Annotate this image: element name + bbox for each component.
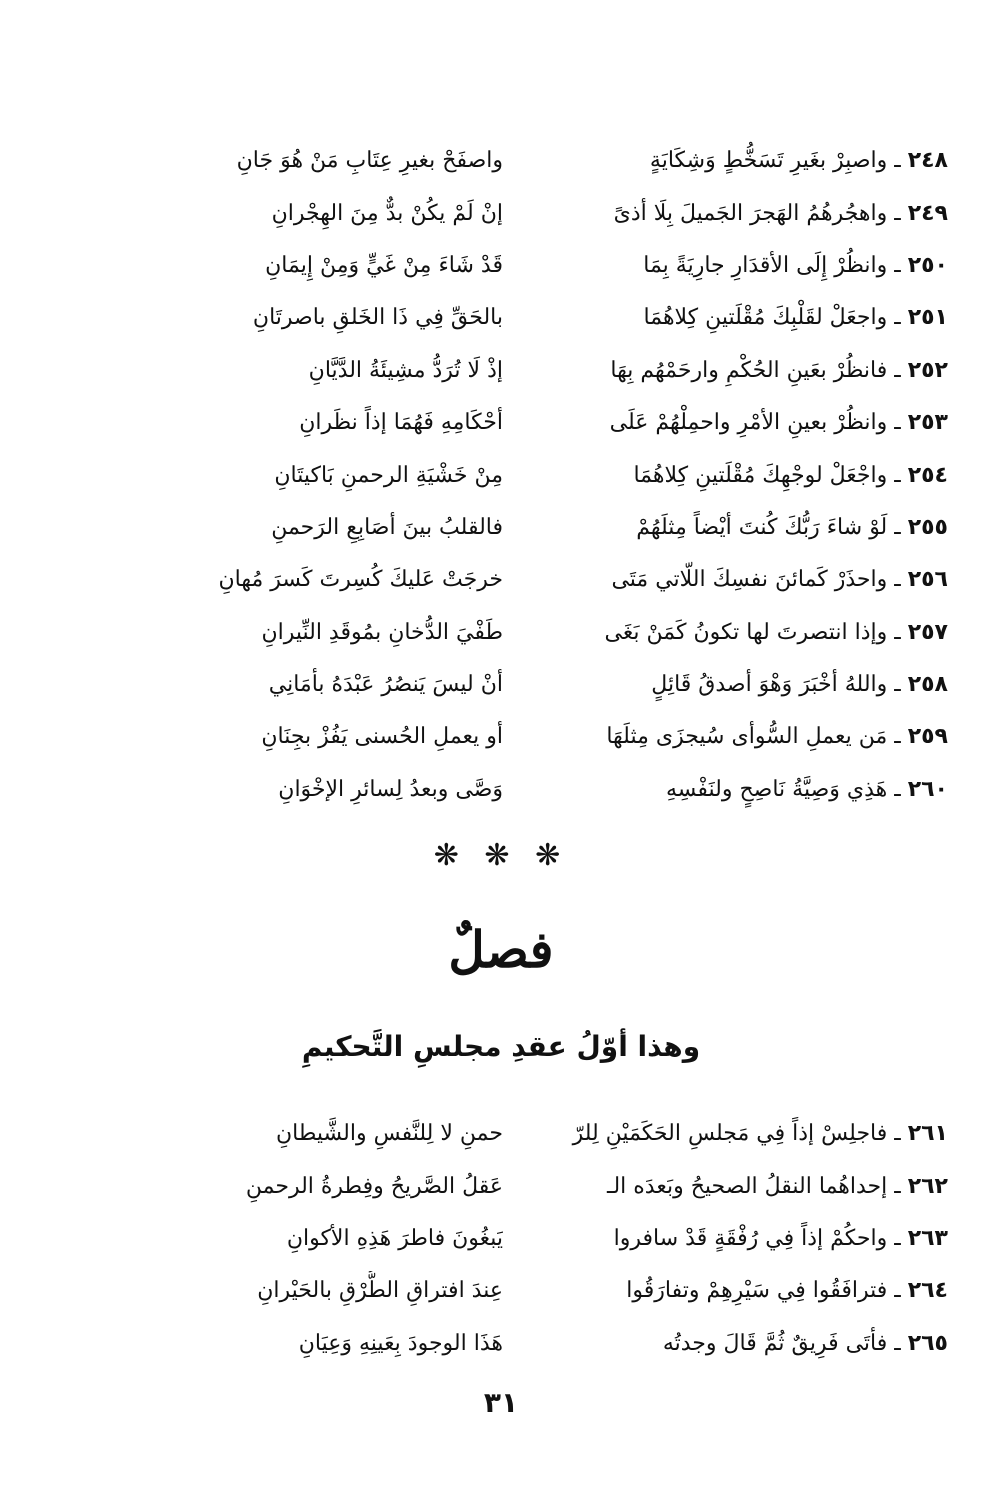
verse-first-text: لَوْ شاءَ رَبُّكَ كُنتَ أيْضاً مِثلَهُمْ <box>636 514 888 540</box>
verse-first-text: فأتَى فَرِيقٌ ثُمَّ قَالَ وجدتُه <box>662 1330 888 1356</box>
verse-number-dash: ـ <box>887 252 908 278</box>
verse-second-hemistich: بالحَقِّ فِي ذَا الخَلقِ باصرتَانِ <box>252 305 503 331</box>
verse-first-text: وإذا انتصرتَ لها تكونُ كَمَنْ بَغَى <box>604 619 888 645</box>
verse-second-hemistich: طَفْيَ الدُّخانِ بمُوقَدِ النِّيرانِ <box>261 619 503 645</box>
section-separator: ❋ ❋ ❋ <box>433 838 569 873</box>
verse-second-hemistich: عِندَ افتراقِ الطُّرْقِ بالحَيْرانِ <box>257 1278 503 1304</box>
verse-first-hemistich <box>523 613 948 653</box>
verse-number-dash: ـ <box>887 514 908 540</box>
verse-second-hemistich: مِنْ خَشْيَةِ الرحمنِ بَاكيتَانِ <box>274 462 503 488</box>
verse-first-hemistich <box>523 770 948 810</box>
verse-first-text: وانظُرْ بعينِ الأمْرِ واحمِلْهُمْ عَلَى <box>609 410 888 436</box>
verse-first-hemistich <box>523 1167 948 1207</box>
verse-row <box>78 1318 948 1370</box>
verse-row <box>78 240 948 292</box>
verse-row <box>78 607 948 659</box>
verse-second-hemistich: أنْ ليسَ يَنصُرُ عَبْدَهُ بأمَانِي <box>268 672 503 698</box>
verse-number-dash: ـ <box>887 357 908 383</box>
verse-second-hemistich: حمنِ لا لِلنَّفسِ والشَّيطانِ <box>275 1121 503 1147</box>
verse-first-text: واجعَلْ لقَلْبِكَ مُقْلَتينِ كِلاهُمَا <box>643 305 888 331</box>
page-number: ٣١ <box>483 1386 519 1419</box>
verse-row <box>78 711 948 763</box>
verse-second-hemistich: يَبغُونَ فاطرَ هَذِهِ الأكوانِ <box>286 1225 503 1251</box>
verse-number: ٢٥٦ <box>907 567 948 593</box>
verse-number: ٢٦٠ <box>907 776 948 802</box>
verse-second-hemistich: هَذَا الوجودَ بِعَينِهِ وَعِيَانِ <box>298 1330 503 1356</box>
verse-row <box>78 1213 948 1265</box>
verse-first-hemistich <box>523 665 948 705</box>
verse-second-hemistich: إنْ لَمْ يكُنْ بدٌّ مِنَ الهِجْرانِ <box>271 200 503 226</box>
verse-first-hemistich <box>523 717 948 757</box>
verse-number: ٢٦٥ <box>907 1330 948 1356</box>
verse-number-dash: ـ <box>887 462 908 488</box>
verse-first-hemistich <box>523 351 948 391</box>
verse-number-dash: ـ <box>887 305 908 331</box>
verse-row <box>78 764 948 816</box>
verse-number: ٢٥٢ <box>907 357 948 383</box>
verse-number: ٢٥٥ <box>907 514 948 540</box>
verse-second-hemistich: عَقلُ الصَّريحُ وفِطرةُ الرحمنِ <box>245 1173 503 1199</box>
verse-row <box>78 449 948 501</box>
verse-number-dash: ـ <box>887 1225 908 1251</box>
verse-number-dash: ـ <box>887 724 908 750</box>
verse-first-text: واجْعَلْ لوجْهِكَ مُقْلَتينِ كِلاهُمَا <box>633 462 888 488</box>
verse-number: ٢٦١ <box>907 1121 948 1147</box>
verse-number-dash: ـ <box>887 148 908 174</box>
verse-row <box>78 554 948 606</box>
verse-number-dash: ـ <box>887 410 908 436</box>
verse-number-dash: ـ <box>887 1278 908 1304</box>
verse-first-hemistich <box>523 1219 948 1259</box>
verse-second-hemistich: خرجَتْ عَليكَ كُسِرتَ كَسرَ مُهانِ <box>218 567 503 593</box>
verse-second-hemistich: قَدْ شَاءَ مِنْ غَيٍّ وَمِنْ إِيمَانِ <box>265 252 503 278</box>
verse-second-hemistich: أحْكَامِهِ فَهُمَا إذاً نظَرانِ <box>299 410 503 436</box>
verse-number: ٢٥٤ <box>907 462 948 488</box>
verse-number: ٢٦٢ <box>907 1173 948 1199</box>
verse-first-text: فترافَقُوا فِي سَيْرِهِمْ وتفارَقُوا <box>626 1278 888 1304</box>
verse-second-hemistich: وَصَّى وبعدُ لِسائرِ الإخْوَانِ <box>278 776 503 802</box>
verse-number: ٢٥٩ <box>907 724 948 750</box>
verse-row <box>78 135 948 187</box>
verse-row <box>78 1160 948 1212</box>
verse-first-text: واصبِرْ بغَيرِ تَسَخُّطٍ وَشِكَايَةٍ <box>649 148 888 174</box>
verse-number: ٢٦٤ <box>907 1278 948 1304</box>
verse-first-hemistich <box>523 194 948 234</box>
verse-number-dash: ـ <box>887 567 908 593</box>
verse-first-text: واحكُمْ إذاً فِي رُفْقَةٍ قَدْ سافروا <box>613 1225 888 1251</box>
verse-first-hemistich <box>523 141 948 181</box>
verse-first-hemistich <box>523 1271 948 1311</box>
verse-number-dash: ـ <box>887 672 908 698</box>
verse-first-text: واهجُرهُمُ الهَجرَ الجَميلَ بِلَا أذىً <box>613 200 888 226</box>
verse-first-hemistich <box>523 560 948 600</box>
verse-number: ٢٥٣ <box>907 410 948 436</box>
verse-number-dash: ـ <box>887 1121 908 1147</box>
verse-first-text: فانظُرْ بعَينِ الحُكْمِ وارحَمْهُم بِهَا <box>610 357 888 383</box>
verse-number-dash: ـ <box>887 776 908 802</box>
verse-second-hemistich: فالقلبُ بينَ أصَابِعِ الرَحمنِ <box>271 514 503 540</box>
verse-row <box>78 1108 948 1160</box>
verse-first-hemistich <box>523 298 948 338</box>
verse-number-dash: ـ <box>887 1330 908 1356</box>
verse-number: ٢٥١ <box>907 305 948 331</box>
verse-row <box>78 187 948 239</box>
verse-first-text: هَذِي وَصِيَّةُ نَاصِحٍ ولنَفْسِهِ <box>665 776 888 802</box>
verses-top-block <box>78 135 948 816</box>
verse-first-hemistich <box>523 403 948 443</box>
verse-first-text: مَن يعملِ السُّوأى سُيجزَى مِثلَهَا <box>606 724 888 750</box>
verse-number: ٢٥٠ <box>907 252 948 278</box>
verse-number: ٢٥٨ <box>907 672 948 698</box>
verse-first-hemistich <box>523 1324 948 1364</box>
verse-first-text: واحذَرْ كَمائنَ نفسِكَ اللّاتي مَتَى <box>611 567 888 593</box>
verse-second-hemistich: أو يعملِ الحُسنى يَفُزْ بجِنَانِ <box>261 724 503 750</box>
verse-second-hemistich: واصفَحْ بغيرِ عِتَابِ مَنْ هُوَ جَانِ <box>236 148 503 174</box>
section-title: فصلٌ <box>448 920 554 979</box>
verse-number-dash: ـ <box>887 200 908 226</box>
verse-second-hemistich: إذْ لَا تُرَدُّ مشِيئَةُ الدَّيَّانِ <box>308 357 503 383</box>
verse-row <box>78 502 948 554</box>
verse-row <box>78 397 948 449</box>
verse-first-text: إحداهُما النقلُ الصحيحُ وبَعدَه الـ <box>607 1173 888 1199</box>
section-subtitle: وهذا أوّلُ عقدِ مجلسِ التَّحكيمِ <box>301 1030 701 1063</box>
verse-number-dash: ـ <box>887 1173 908 1199</box>
verse-row <box>78 292 948 344</box>
verse-row <box>78 1265 948 1317</box>
verse-row <box>78 659 948 711</box>
verse-number: ٢٦٣ <box>907 1225 948 1251</box>
verse-number: ٢٥٧ <box>907 619 948 645</box>
verse-number: ٢٤٨ <box>907 148 948 174</box>
verse-number-dash: ـ <box>887 619 908 645</box>
verse-first-text: واللهُ أخْبَرَ وَهْوَ أصدقُ قَائِلٍ <box>651 672 888 698</box>
verse-first-text: فاجلِسْ إذاً فِي مَجلسِ الحَكَمَيْنِ لِلرّ <box>572 1121 888 1147</box>
verse-row <box>78 345 948 397</box>
verse-first-hemistich <box>523 456 948 496</box>
verse-number: ٢٤٩ <box>907 200 948 226</box>
verses-bottom-block <box>78 1108 948 1370</box>
verse-first-hemistich <box>523 508 948 548</box>
verse-first-hemistich <box>523 1114 948 1154</box>
verse-first-hemistich <box>523 246 948 286</box>
verse-first-text: وانظُرْ إِلَى الأقدَارِ جارِيَةً بِمَا <box>643 252 888 278</box>
